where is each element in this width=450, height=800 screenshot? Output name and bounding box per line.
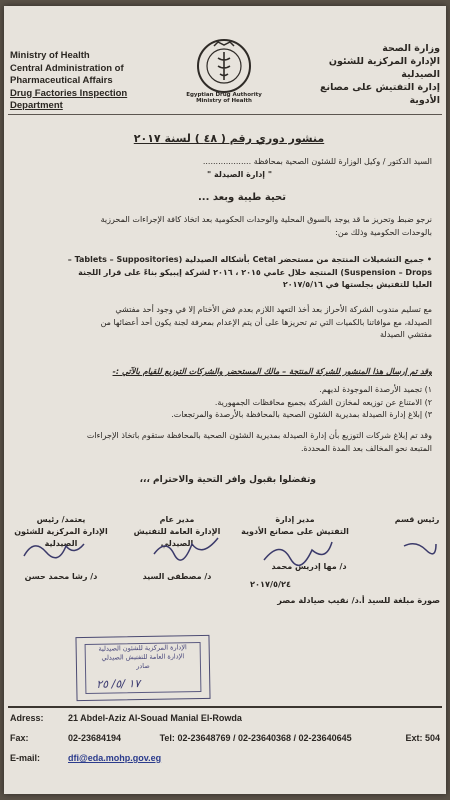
bullet-product: • جميع التشغيلات المنتجة من مستحضر Cetal بأشكاله الصيدلية (Tablets – Suppositories – Suspension – Drops) المنتجة خلال عامي ٢٠١٥ ، ٢٠١٦ لشركة إيبيكو بناءً على قرار اللجنة العليا للتفتيش بجلستها في ٢٠١٧/٥/١٦ [67, 255, 432, 289]
action-list [12, 384, 432, 422]
copy-note: صورة مبلغة للسيد أ.د/ نقيب صيادلة مصر [277, 595, 440, 605]
closing-line: وتفضلوا بقبول وافر التحية والاحترام ،،، [139, 475, 316, 485]
signer-name-2: د/ مصطفى السيد [142, 572, 212, 581]
footer-divider [8, 706, 442, 708]
date-note: ٢٠١٧/٥/٢٤ [250, 579, 291, 589]
signature-section-head: رئيس قسم [394, 515, 440, 524]
email-link[interactable]: dfi@eda.mohp.gov.eg [68, 753, 162, 763]
signature-dept-manager: مدير إدارة التفتيش على مصانع الأدوية [241, 515, 349, 536]
greeting: تحية طيبة وبعد ... [198, 192, 286, 203]
department-name-ar: إدارة التفتيش على مصانع الأدوية [320, 82, 440, 106]
official-stamp: الإدارة المركزية للشئون الصيدلية الإدارة العامة للتفتيش الصيدلي صادر ١٧ /٥/ ٢٥ [75, 635, 210, 701]
salutation-dept: " إدارة الصيدلة " [207, 169, 272, 179]
salutation-line: السيد الدكتور / وكيل الوزارة للشئون الصحية بمحافظة ................... [202, 157, 432, 166]
pharma-affairs-name: Pharmaceutical Affairs [10, 75, 113, 86]
ministry-name-ar: وزارة الصحة [382, 43, 440, 54]
signature-central-admin: يعتمد/ رئيس الإدارة المركزية للشئون الصيدلية [14, 515, 108, 548]
signer-name-1: د/ رشا محمد حسن [24, 572, 98, 581]
footer-address: Adress: 21 Abdel-Aziz Al-Souad Manial El-Rowda [10, 713, 242, 723]
footer-email: E-mail: dfi@eda.mohp.gov.eg [10, 753, 162, 763]
ministry-name: Ministry of Health [10, 50, 90, 61]
header-divider [8, 114, 442, 115]
salutation [12, 156, 432, 181]
paragraph-2: مع تسليم مندوب الشركة الأحراز بعد أخذ التعهد اللازم بعدم فض الأختام إلا في وجود أحد مفتشي الصيدلة، مع موافاتنا بالكميات التي تم تحريزها على أن يتم الإعدام بمعرفة لجنة يكون أحد أعضائها من مفتشي الصيدلة [100, 305, 432, 339]
header-right [290, 42, 440, 107]
paragraph-3: وقد تم إرسال هذا المنشور للشركة المنتجة – مالك المستحضر والشركات التوزيع للقيام بالآتي :- [112, 367, 432, 376]
header-left [10, 50, 180, 113]
footer-ext: Ext: 504 [405, 733, 440, 743]
footer-phone: Fax: 02-23684194 Tel: 02-23648769 / 02-23640368 / 02-23640645 [10, 733, 352, 743]
document-page [4, 6, 446, 794]
signature-general-manager: مدير عام الإدارة العامة للتفتيش الصيدلي [133, 515, 221, 548]
central-admin-name-ar: الإدارة المركزية للشئون الصيدلية [328, 56, 440, 80]
central-admin-name: Central Administration of [10, 62, 124, 74]
list-item: ٢) الامتناع عن توزيعه لمخازن الشركة بجميع محافظات الجمهورية. [214, 397, 432, 407]
paragraph-4: وقد تم إبلاغ شركات التوزيع بأن إدارة الصيدلة بمديرية الشئون الصحية بالمحافظة ستقوم باتخاذ الإجراءات المتبعة نحو المخالف بعد المدة المحددة. [86, 431, 432, 453]
stamp-handwriting: ١٧ /٥/ ٢٥ [96, 677, 141, 691]
signer-name-3: د/ مها إدريس محمد [271, 562, 347, 571]
ministry-logo-icon [194, 36, 254, 98]
department-name: Drug Factories Inspection Department [10, 87, 128, 111]
logo-caption: Egyptian Drug Authority Ministry of Health [186, 92, 262, 104]
circular-title: منشور دوري رقم ( ٤٨ ) لسنة ٢٠١٧ [133, 132, 325, 145]
list-item: ٣) إبلاغ إدارة الصيدلة بمديرية الشئون الصحية بالمحافظة بالأرصدة والمرتجعات. [171, 410, 432, 419]
list-item: ١) تجميد الأرصدة الموجودة لديهم. [319, 385, 432, 394]
paragraph-1: نرجو ضبط وتحريز ما قد يوجد بالسوق المحلية والوحدات الحكومية بعد اتخاذ كافة الإجراءات المحرزية بالوحدات الحكومية وذلك من: [100, 215, 432, 237]
